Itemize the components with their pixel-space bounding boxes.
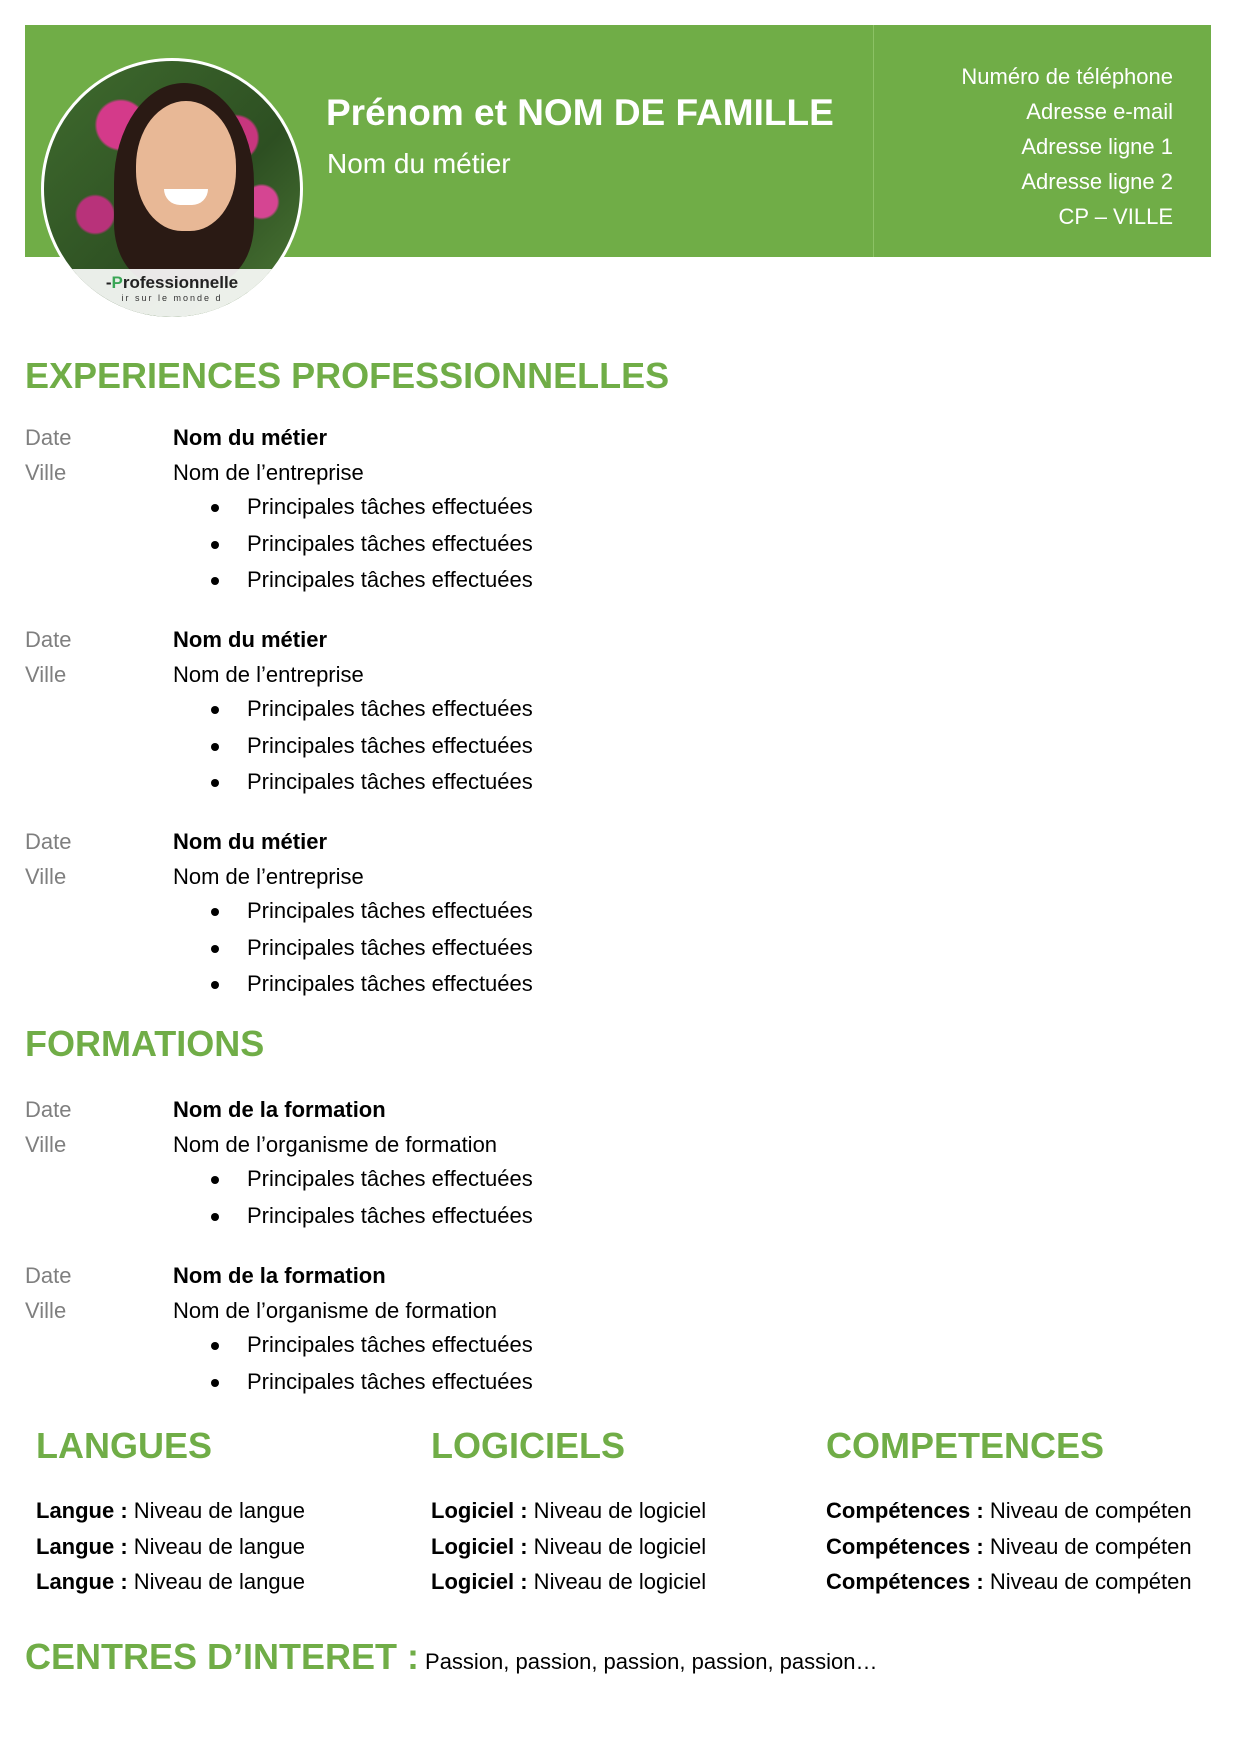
skill-level: Niveau de compéten: [983, 1498, 1192, 1523]
section-title-languages: LANGUES: [36, 1425, 213, 1466]
task-item: Principales tâches effectuées: [173, 1198, 533, 1235]
entry-organisation: Nom de l’organisme de formation: [173, 1132, 498, 1157]
skill-level: Niveau de compéten: [983, 1533, 1192, 1559]
task-item: Principales tâches effectuées: [173, 562, 533, 599]
software-label: Logiciel :: [431, 1569, 528, 1594]
task-item: Principales tâches effectuées: [173, 1327, 533, 1364]
entry-date: Date: [25, 1263, 72, 1288]
interests-text: Passion, passion, passion, passion, passion…: [425, 1649, 878, 1674]
skill-label: Compétences :: [826, 1498, 984, 1523]
header-divider: [873, 25, 874, 257]
entry-city: Ville: [25, 662, 67, 687]
section-title-experiences: EXPERIENCES PROFESSIONNELLES: [25, 355, 670, 396]
entry-date: Date: [25, 829, 72, 854]
task-item: Principales tâches effectuées: [173, 930, 533, 967]
task-item: Principales tâches effectuées: [173, 489, 533, 526]
task-list: [173, 489, 533, 599]
software-column: [431, 1425, 811, 1594]
software-label: Logiciel :: [431, 1533, 528, 1559]
profile-photo: [41, 58, 303, 320]
contact-postcode-city: CP – VILLE: [1058, 204, 1173, 229]
entry-city: Ville: [25, 460, 67, 485]
contact-address-line-1: Adresse ligne 1: [1021, 134, 1173, 159]
contact-email: Adresse e-mail: [1026, 99, 1173, 124]
candidate-name: Prénom et NOM DE FAMILLE: [326, 92, 834, 133]
photo-face: [136, 101, 236, 231]
entry-date: Date: [25, 1097, 72, 1122]
entry-title: Nom du métier: [173, 425, 328, 450]
software-row: [431, 1493, 706, 1529]
skills-list: [826, 1493, 1192, 1600]
language-level: Niveau de langue: [127, 1569, 306, 1594]
task-item: Principales tâches effectuées: [173, 691, 533, 728]
section-title-software: LOGICIELS: [431, 1425, 626, 1466]
languages-list: [36, 1493, 305, 1600]
task-item: Principales tâches effectuées: [173, 1364, 533, 1401]
entry-city: Ville: [25, 1132, 67, 1157]
task-item: Principales tâches effectuées: [173, 526, 533, 563]
entry-city: Ville: [25, 1298, 67, 1323]
task-list: [173, 1327, 533, 1400]
task-item: Principales tâches effectuées: [173, 893, 533, 930]
entry-date: Date: [25, 627, 72, 652]
skills-column: [826, 1425, 1216, 1594]
software-list: [431, 1493, 706, 1600]
entry-company: Nom de l’entreprise: [173, 460, 364, 485]
entry-date: Date: [25, 425, 72, 450]
task-item: Principales tâches effectuées: [173, 764, 533, 801]
photo-logo: [44, 269, 300, 317]
language-row: [36, 1564, 305, 1600]
entry-title: Nom du métier: [173, 627, 328, 652]
photo-logo-tagline: ir sur le monde d: [121, 293, 223, 303]
software-level: Niveau de logiciel: [527, 1569, 707, 1594]
software-row: [431, 1564, 706, 1600]
skill-level: Niveau de compéten: [983, 1569, 1192, 1594]
entry-city: Ville: [25, 864, 67, 889]
section-title-interests: CENTRES D’INTERET :: [25, 1636, 420, 1677]
languages-column: [36, 1425, 416, 1594]
software-level: Niveau de logiciel: [527, 1498, 707, 1523]
task-item: Principales tâches effectuées: [173, 966, 533, 1003]
section-title-formations: FORMATIONS: [25, 1023, 265, 1064]
language-label: Langue :: [36, 1498, 128, 1523]
skill-row: [826, 1564, 1192, 1600]
entry-title: Nom de la formation: [173, 1097, 386, 1122]
skill-row: [826, 1493, 1192, 1529]
entry-company: Nom de l’entreprise: [173, 662, 364, 687]
language-row: [36, 1529, 305, 1565]
task-list: [173, 1161, 533, 1234]
contact-address-line-2: Adresse ligne 2: [1021, 169, 1173, 194]
software-level: Niveau de logiciel: [527, 1533, 707, 1559]
language-row: [36, 1493, 305, 1529]
contact-block: [961, 59, 1173, 234]
entry-title: Nom du métier: [173, 829, 328, 854]
task-list: [173, 893, 533, 1003]
contact-phone: Numéro de téléphone: [961, 64, 1173, 89]
skill-row: [826, 1529, 1192, 1565]
entry-company: Nom de l’entreprise: [173, 864, 364, 889]
section-title-skills: COMPETENCES: [826, 1425, 1105, 1466]
language-level: Niveau de langue: [127, 1498, 306, 1523]
task-item: Principales tâches effectuées: [173, 728, 533, 765]
language-label: Langue :: [36, 1533, 128, 1559]
entry-organisation: Nom de l’organisme de formation: [173, 1298, 498, 1323]
skill-label: Compétences :: [826, 1533, 984, 1559]
software-label: Logiciel :: [431, 1498, 528, 1523]
software-row: [431, 1529, 706, 1565]
interests-line: [25, 1636, 878, 1678]
language-level: Niveau de langue: [127, 1533, 306, 1559]
skill-label: Compétences :: [826, 1569, 984, 1594]
task-item: Principales tâches effectuées: [173, 1161, 533, 1198]
photo-logo-brand: -Professionnelle: [105, 273, 239, 292]
entry-title: Nom de la formation: [173, 1263, 386, 1288]
candidate-job-title: Nom du métier: [327, 148, 511, 179]
task-list: [173, 691, 533, 801]
language-label: Langue :: [36, 1569, 128, 1594]
